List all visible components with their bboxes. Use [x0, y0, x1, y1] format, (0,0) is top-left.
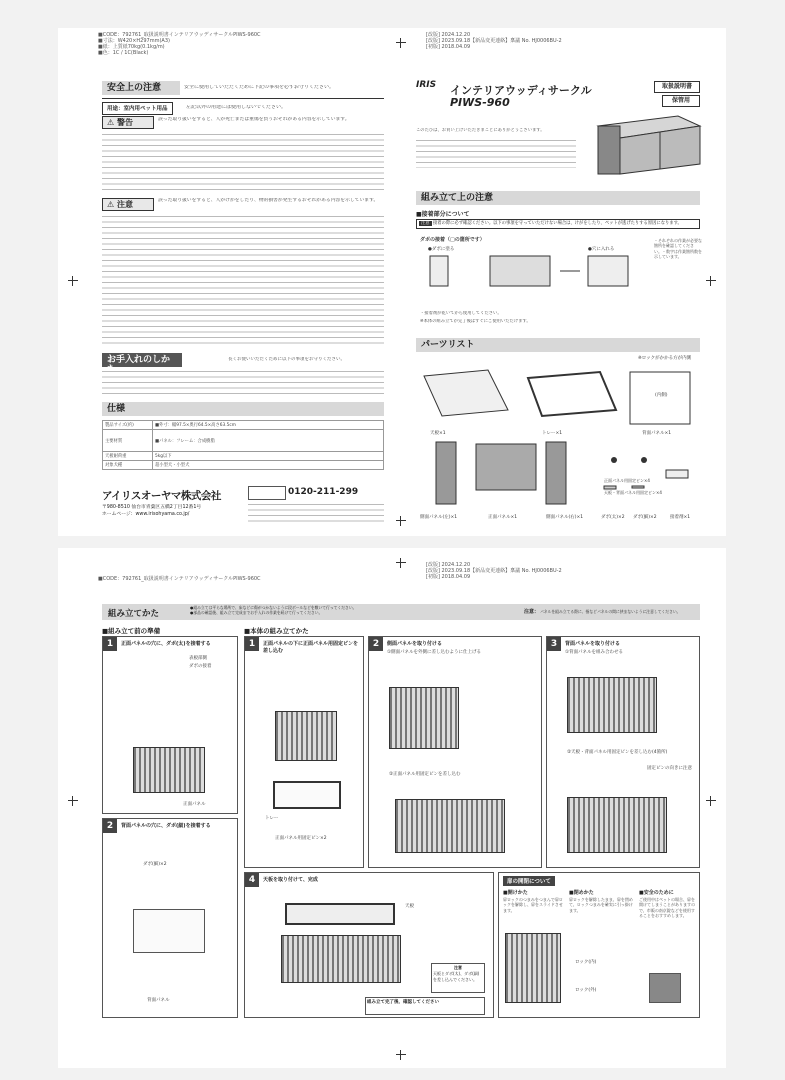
intro-body	[416, 138, 576, 168]
assembly-bullets: ●組み立ては平らな場所で、床などに傷がつかないように段ボールなどを敷いて行ってください。 ●部品の確認後、組み立て完成までお手入れの作業を続けて行ってください。	[190, 605, 357, 615]
prep-step2-text: 背面パネルの穴に、ダボ(細)を接着する	[121, 823, 211, 829]
crop-mark	[396, 38, 406, 48]
main-step1-tray: トレー	[265, 816, 279, 821]
product-illustration	[588, 108, 706, 178]
revision-meta-2: [改版] 2024.12.20 [改版] 2023.09.18【新品変更連絡】稟議 No. HJ0006BU-2 [初版] 2018.04.09	[426, 562, 562, 580]
step-number: 2	[103, 819, 117, 833]
assembly-notes-title: 組み立て上の注意	[416, 191, 700, 205]
step-number: 1	[245, 637, 259, 651]
manual-badge: 取扱説明書	[654, 81, 700, 93]
contact-info	[248, 502, 384, 522]
warning-badge: ⚠ 警告	[102, 116, 154, 129]
door-title: 扉の開閉について	[503, 876, 555, 886]
caution-text-2: パネルを組み立てる際に、指などパネルの間に挟まないように注意してください。	[540, 609, 681, 614]
door-open-text: 扉ロックのつまみをつまんで扉ロックを解除し、扉をスライドさせます。	[503, 897, 563, 913]
part-tray: トレー×1	[542, 431, 563, 436]
side-panel-drawing	[389, 687, 459, 749]
glue-diagram	[420, 252, 670, 292]
main-step-1	[244, 636, 364, 868]
back-assembled-drawing	[567, 677, 657, 733]
full-body-drawing	[567, 797, 667, 853]
glue-step1: ダボの接着（□の箇所です）	[420, 237, 485, 243]
final-check: 組み立て完了後、確認してください	[365, 997, 485, 1015]
part-dowel-thick: ダボ(太)×2	[601, 515, 625, 520]
caution-body	[102, 214, 384, 348]
phone-number: 0120-211-299	[288, 487, 359, 497]
main-step-4	[244, 872, 494, 1018]
company-name: アイリスオーヤマ株式会社	[102, 490, 221, 502]
parts-note: ※ロックがかかる方が内側	[638, 356, 692, 361]
main-step2-sub2: ②正面パネル用固定ピンを差し込む	[389, 772, 461, 777]
main-assembly-title: ■本体の組み立てかた	[244, 627, 309, 635]
model-number: PIWS-960	[450, 96, 510, 109]
step-number: 3	[547, 637, 561, 651]
main-step2-text: 側面パネルを取り付ける	[387, 641, 443, 647]
glue-step2: ●穴に入れる	[588, 247, 615, 252]
caution-text: 誤った取り扱いをすると、人がけがをしたり、物的損害が発生するおそれがある内容を示しています。	[158, 198, 379, 203]
prep-title: ■組み立て前の準備	[102, 627, 161, 635]
step-number: 4	[245, 873, 259, 887]
main-step-3	[546, 636, 700, 868]
company-web: ホームページ：www.irisohyama.co.jp/	[102, 512, 190, 517]
main-step3-sub2: ②天板・背面パネル用固定ピンを差し込む(4箇所)	[567, 750, 668, 755]
revision-meta: [改版] 2024.12.20 [改版] 2023.09.18【新品変更連絡】稟議 No. HJ0006BU-2 [初版] 2018.04.09	[426, 32, 562, 50]
finished-body-drawing	[281, 935, 401, 983]
door-close-text: 扉ロックを解除したまま、扉を閉めて、ロックつまみを確実に引っ掛けます。	[569, 897, 633, 913]
glue-foot2: ※本体の組み立てが完了後はすぐにご使用いただけます。	[420, 319, 531, 324]
door-safe-title: ■安全のために	[639, 890, 674, 896]
prep-step1-tag2: ダボの接着	[189, 664, 212, 669]
company-address: 〒980-8510 仙台市青葉区五橋2丁目12番1号	[102, 505, 202, 510]
care-title: お手入れのしか	[102, 353, 182, 367]
back-panel-drawing	[133, 909, 205, 953]
crop-mark	[68, 796, 78, 806]
assembly-title: 組み立てかた	[108, 609, 160, 619]
intro-text: このたびは、お買い上げいただきまことにありがとうございます。	[416, 128, 545, 133]
glue-foot1: ・接着剤が乾いてから使用してください。	[420, 311, 502, 316]
step-number: 2	[369, 637, 383, 651]
main-step3-pin: 固定ピンの向きに注意	[647, 766, 692, 771]
step4-note: 注意 天板とダボ(太)、ダボ(細)を差し込んでください。	[431, 963, 485, 993]
crop-mark	[706, 276, 716, 286]
caution-badge: ⚠ 注意	[102, 198, 154, 211]
padlock-drawing	[649, 973, 681, 1003]
prep-step-1	[102, 636, 238, 814]
manual-page-1	[58, 28, 726, 536]
prep-step-2	[102, 818, 238, 1018]
warning-body	[102, 132, 384, 192]
in-label: (内側)	[655, 393, 668, 398]
front-panel-drawing	[133, 747, 205, 793]
prep-step2-label: 背面パネル	[147, 998, 170, 1003]
keep-badge: 保管用	[662, 95, 700, 107]
print-meta: ■CODE：792761_取扱説明書インテリアウッディサークルPIWS-960C ■寸法：W420×H297mm(A3) ■紙：上質紙70kg(0.1kg/m) ■色：1C / 1C(Black)	[98, 32, 261, 56]
part-top-pin: 天板・背面パネル用固定ピン×4	[604, 490, 662, 495]
door-open-drawing	[505, 933, 561, 1003]
spec-title: 仕様	[102, 402, 384, 416]
assembled-drawing	[395, 799, 505, 853]
prep-step2-dowel: ダボ(細)×2	[143, 862, 167, 867]
manual-page-2	[58, 548, 726, 1068]
safety-intro: 安全に使用していただくために下記の事項を必ずお守りください。	[184, 85, 335, 90]
lock-inner: ロック(内)	[575, 960, 597, 965]
part-glue: 接着剤×1	[670, 515, 691, 520]
main-step1-text: 正面パネルの下に正面パネル用固定ピンを差し込む	[263, 641, 359, 654]
front-panel-drawing	[275, 711, 337, 761]
spec-row: 対象犬種 超小型犬・小型犬	[103, 461, 384, 470]
warning-text: 誤った取り扱いをすると、人が死亡または重傷を負うおそれがある内容を示しています。	[158, 117, 350, 122]
main-step4-text: 天板を取り付けて、完成	[263, 877, 318, 883]
crop-mark	[706, 796, 716, 806]
safety-title: 安全上の注意	[102, 81, 180, 95]
brand-logo: IRIS	[416, 80, 437, 90]
door-open-title: ■開けかた	[503, 890, 528, 896]
assembly-header	[102, 604, 700, 620]
main-step1-pin: 正面パネル用固定ピン×2	[275, 836, 327, 841]
main-step3-sub: ①背面パネルを組み合わせる	[565, 650, 624, 655]
glue-side-note: ・それぞれの作業が必要な箇所を確認してください。・数字は作業箇所数を示しています。	[654, 238, 702, 260]
prep-step1-tag1: 表板部側	[189, 656, 207, 661]
prep-step1-label: 正面パネル	[183, 802, 206, 807]
warning-icon: ⚠	[107, 118, 115, 127]
part-front-pin: 正面パネル用固定ピン×4	[604, 478, 650, 483]
usage-text: 左記以外の用途には使用しないでください。	[186, 105, 287, 110]
prep-step1-text: 正面パネルの穴に、ダボ(太)を接着する	[121, 641, 211, 647]
spec-row: 製品サイズ(約) ■外寸：幅97.5×奥行64.5×高さ63.5cm	[103, 421, 384, 430]
product-name: インテリアウッディサークル	[450, 84, 592, 97]
main-step4-top: 天板	[405, 904, 414, 909]
usage-label: 用途：室内用ペット用品	[102, 102, 173, 115]
part-front-panel: 正面パネル×1	[488, 515, 518, 520]
tray-drawing	[273, 781, 341, 809]
glue-step1-sub: ●ダボに塗る	[428, 247, 455, 252]
print-meta-2: ■CODE：792761_取扱説明書インテリアウッディサークルPIWS-960C	[98, 576, 261, 582]
main-step3-text: 背面パネルを取り付ける	[565, 641, 621, 647]
crop-mark	[396, 558, 406, 568]
door-close-title: ■閉めかた	[569, 890, 594, 896]
part-side-right: 側面パネル(右)×1	[546, 515, 584, 520]
care-intro: 長くお使いいただくために以下の事項をお守りください。	[228, 357, 345, 362]
step-number: 1	[103, 637, 117, 651]
part-dowel-thin: ダボ(細)×2	[633, 515, 657, 520]
part-tabletop: 天板×1	[430, 431, 446, 436]
caution-icon: ⚠	[107, 200, 115, 209]
main-step2-sub: ①側面パネルを外側に差し込むように仕上げる	[387, 650, 482, 655]
glue-subtitle: ■接着部分について	[416, 211, 470, 218]
crop-mark	[396, 516, 406, 526]
lock-outer: ロック(外)	[575, 988, 597, 993]
part-back-panel: 背面パネル×1	[642, 431, 672, 436]
caution-label-2: 注意：	[524, 609, 540, 615]
main-step-2	[368, 636, 542, 868]
spec-row: 天板耐荷重 5kg以下	[103, 452, 384, 461]
parts-title: パーツリスト	[416, 338, 700, 352]
hotline-logo	[248, 486, 286, 500]
part-side-left: 側面パネル(左)×1	[420, 515, 458, 520]
tabletop-drawing	[285, 903, 395, 925]
door-section	[498, 872, 700, 1018]
door-safe-text: ご使用中はペットの場合、扉を開けてしまうことがありますので、市販の南京錠などを使用することをおすすめします。	[639, 897, 695, 919]
spec-row: 主要材質 ■パネル：フレーム：合成樹脂	[103, 430, 384, 452]
crop-mark	[68, 276, 78, 286]
crop-mark	[396, 1050, 406, 1060]
care-body	[102, 369, 384, 397]
spec-table	[102, 420, 384, 470]
glue-note: 注意 接着の際に必ず確認ください。以下の事項を守っていただけない場合は、けがをしたり、ペットが逃げたりする原因になります。	[416, 219, 700, 229]
